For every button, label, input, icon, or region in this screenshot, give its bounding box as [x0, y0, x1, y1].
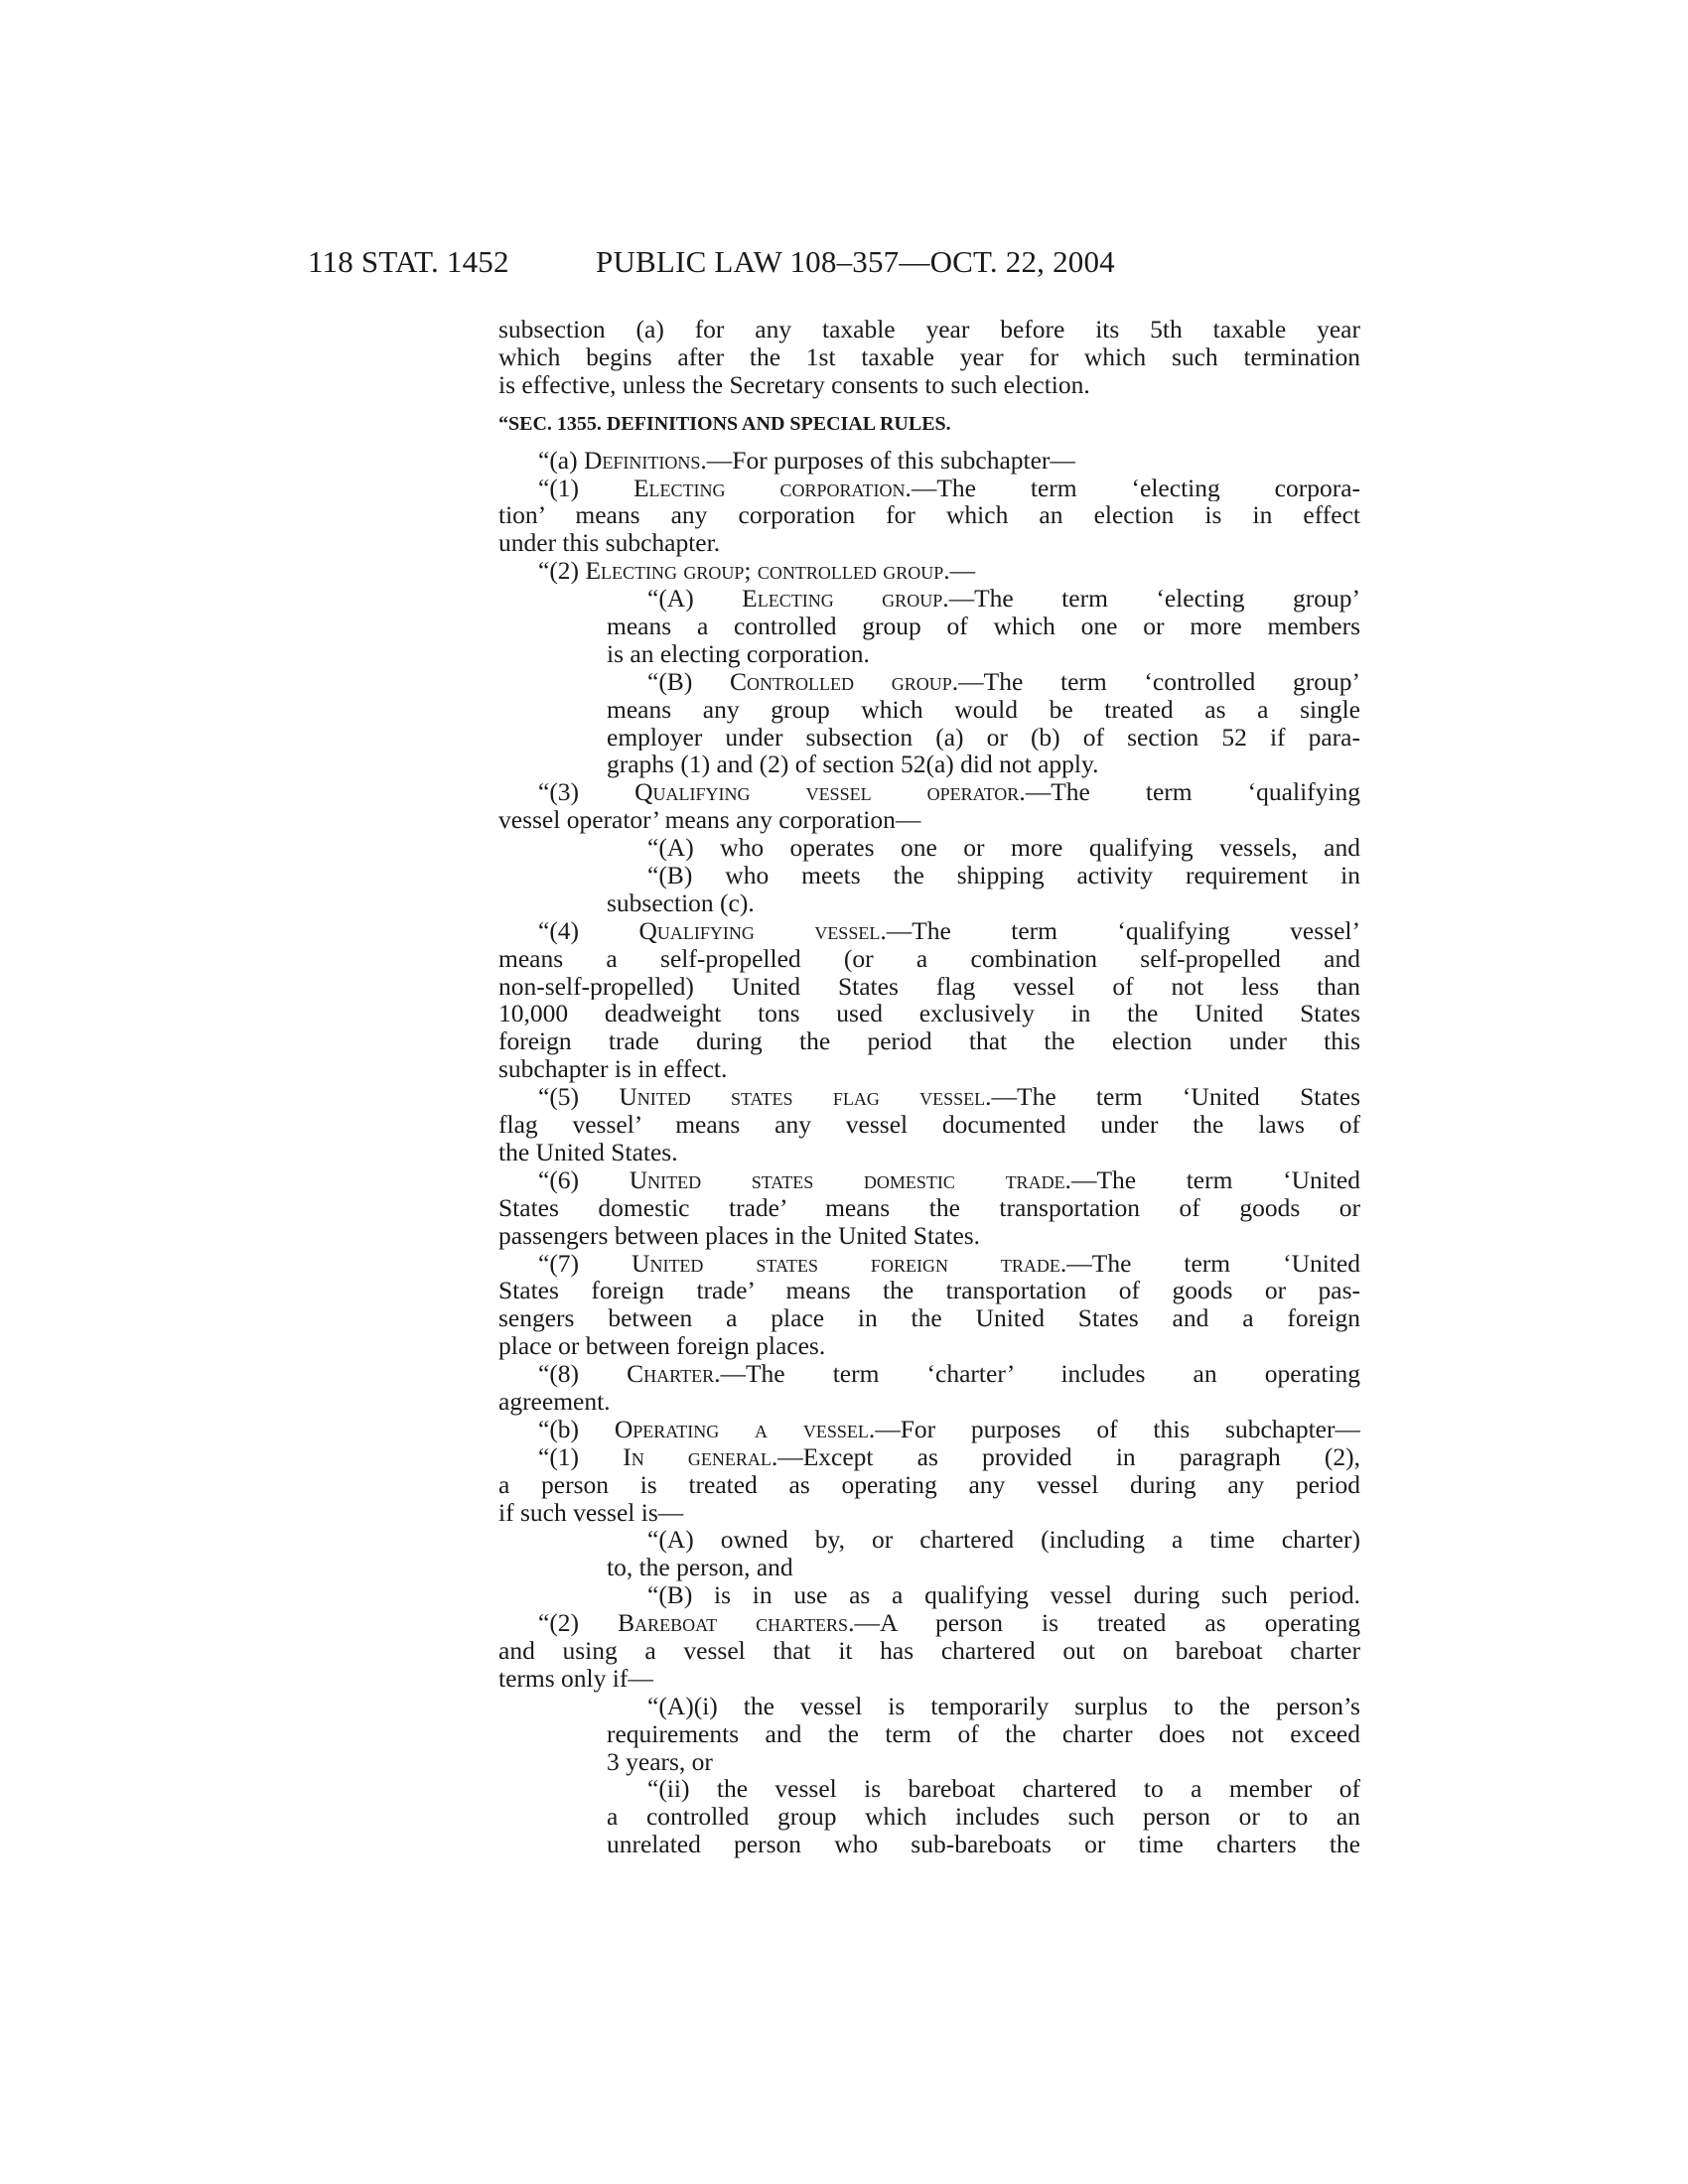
- text-line: “(2) Bareboat charters.—A person is treated as operating: [538, 1609, 1360, 1637]
- paragraph-heading: Electing group; controlled group.: [585, 556, 950, 586]
- text-line: States domestic trade’ means the transportation of goods or: [498, 1193, 1360, 1222]
- text-line: “(8) Charter.—The term ‘charter’ includes an operating: [538, 1360, 1360, 1388]
- text-line: “(3) Qualifying vessel operator.—The term ‘qualifying: [538, 778, 1360, 807]
- page-header: [308, 244, 1380, 284]
- text-line: subsection (c).: [607, 887, 755, 917]
- paragraph-heading: United states flag vessel.: [619, 1083, 992, 1112]
- text-line: “(b) Operating a vessel.—For purposes of this subchapter—: [538, 1415, 1360, 1443]
- paragraph-heading: Controlled group.: [730, 667, 959, 696]
- text-line: “(4) Qualifying vessel.—The term ‘qualifying vessel’: [538, 916, 1360, 945]
- text-line: flag vessel’ means any vessel documented under the laws of: [498, 1111, 1360, 1139]
- text-line: the United States.: [498, 1137, 678, 1166]
- public-law-citation: PUBLIC LAW 108–357—OCT. 22, 2004: [596, 244, 1115, 279]
- text-line: place or between foreign places.: [498, 1331, 826, 1361]
- text-line: “(7) United states foreign trade.—The term ‘United: [538, 1249, 1360, 1278]
- text-line: is an electing corporation.: [607, 638, 870, 668]
- text-line: agreement.: [498, 1386, 611, 1416]
- paragraph-heading: Charter.: [627, 1360, 721, 1388]
- text-line: 3 years, or: [607, 1746, 713, 1776]
- text-line: “(A) who operates one or more qualifying vessels, and: [647, 834, 1360, 863]
- text-line: “(a) Definitions.—For purposes of this subchapter—: [538, 445, 1075, 475]
- text-line: “(5) United states flag vessel.—The term ‘United States: [538, 1083, 1360, 1112]
- text-line: “(A) Electing group.—The term ‘electing group’: [647, 585, 1360, 614]
- text-line: “(B) is in use as a qualifying vessel during such period.: [647, 1581, 1360, 1610]
- text-line: “(A)(i) the vessel is temporarily surplus to the person’s: [647, 1692, 1360, 1720]
- text-line: “(6) United states domestic trade.—The term ‘United: [538, 1165, 1360, 1194]
- text-line: means a controlled group of which one or more members: [607, 613, 1360, 640]
- text-line: “(ii) the vessel is bareboat chartered to a member of: [647, 1775, 1360, 1804]
- text-line: a person is treated as operating any vessel during any period: [498, 1470, 1360, 1499]
- paragraph-heading: United states foreign trade.: [632, 1249, 1067, 1278]
- text-line: sengers between a place in the United States and a foreign: [498, 1304, 1360, 1333]
- paragraph-heading: In general.: [623, 1442, 778, 1471]
- text-line: is effective, unless the Secretary consents to such election.: [498, 369, 1090, 399]
- text-line: requirements and the term of the charter does not exceed: [607, 1719, 1360, 1748]
- text-line: “(1) Electing corporation.—The term ‘electing corpora-: [538, 474, 1360, 502]
- text-line: “(A) owned by, or chartered (including a time charter): [647, 1526, 1360, 1555]
- text-line: if such vessel is—: [498, 1497, 684, 1527]
- text-line: “(1) In general.—Except as provided in paragraph (2),: [538, 1442, 1360, 1471]
- paragraph-heading: United states domestic trade.: [629, 1165, 1071, 1194]
- text-line: means a self-propelled (or a combination self-propelled and: [498, 944, 1360, 973]
- paragraph-heading: Qualifying vessel.: [638, 916, 887, 945]
- text-line: terms only if—: [498, 1663, 653, 1693]
- paragraph-heading: Definitions.: [584, 445, 707, 475]
- text-line: non-self-propelled) United States flag vessel of not less than: [498, 972, 1360, 1001]
- text-line: tion’ means any corporation for which an election is in effect: [498, 501, 1360, 530]
- text-line: subchapter is in effect.: [498, 1054, 728, 1084]
- paragraph-heading: Operating a vessel.: [614, 1415, 876, 1443]
- paragraph-heading: Electing corporation.: [633, 474, 912, 502]
- text-line: “(2) Electing group; controlled group.—: [538, 556, 976, 586]
- text-line: means any group which would be treated as a single: [607, 695, 1360, 724]
- statute-page-number: 118 STAT. 1452: [308, 244, 509, 279]
- statute-text-body: [498, 316, 1360, 1858]
- section-heading: “SEC. 1355. DEFINITIONS AND SPECIAL RULES.: [498, 412, 951, 435]
- text-line: graphs (1) and (2) of section 52(a) did not apply.: [607, 750, 1099, 779]
- text-line: unrelated person who sub-bareboats or time charters the: [607, 1831, 1360, 1859]
- text-line: passengers between places in the United States.: [498, 1220, 981, 1250]
- text-line: “(B) who meets the shipping activity requirement in: [647, 862, 1360, 889]
- text-line: and using a vessel that it has chartered out on bareboat charter: [498, 1636, 1360, 1665]
- paragraph-heading: Electing group.: [742, 585, 949, 614]
- text-line: to, the person, and: [607, 1553, 793, 1582]
- text-line: foreign trade during the period that the election under this: [498, 1027, 1360, 1056]
- text-line: States foreign trade’ means the transportation of goods or pas-: [498, 1277, 1360, 1305]
- text-line: “(B) Controlled group.—The term ‘controlled group’: [647, 667, 1360, 696]
- text-line: which begins after the 1st taxable year for which such termination: [498, 342, 1360, 371]
- paragraph-heading: Bareboat charters.: [618, 1609, 855, 1637]
- text-line: vessel operator’ means any corporation—: [498, 805, 921, 835]
- text-line: employer under subsection (a) or (b) of section 52 if para-: [607, 723, 1360, 751]
- text-line: a controlled group which includes such person or to an: [607, 1803, 1360, 1832]
- text-line: under this subchapter.: [498, 528, 721, 558]
- text-line: 10,000 deadweight tons used exclusively in the United States: [498, 1000, 1360, 1028]
- paragraph-heading: Qualifying vessel operator.: [634, 778, 1026, 807]
- text-line: subsection (a) for any taxable year before its 5th taxable year: [498, 316, 1360, 343]
